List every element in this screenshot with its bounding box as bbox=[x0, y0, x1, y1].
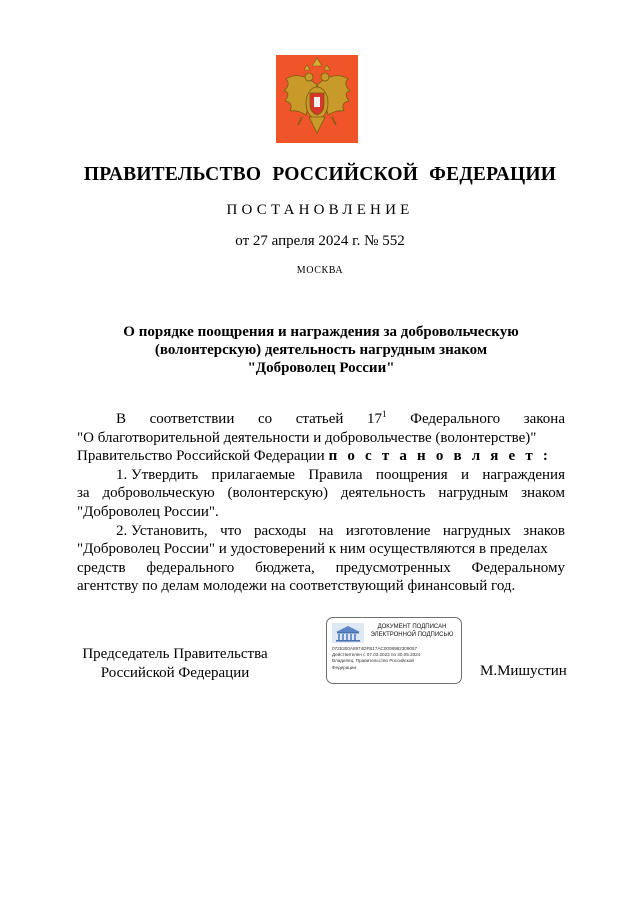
body-line: агентству по делам молодежи на соответствующий финансовый год. bbox=[77, 578, 516, 595]
body-line: средств федерального бюджета, предусмотренных Федеральному bbox=[77, 559, 565, 576]
body-line: Правительство Российской Федерации п о с т а н о в л я е т : bbox=[77, 448, 552, 465]
coat-of-arms-icon bbox=[276, 55, 358, 143]
signatory-name: М.Мишустин bbox=[480, 663, 567, 679]
stamp-title: ДОКУМЕНТ ПОДПИСАН ЭЛЕКТРОННОЙ ПОДПИСЬЮ bbox=[370, 624, 454, 638]
body-line: "Доброволец России" и удостоверений к ним осуществляются в пределах bbox=[77, 541, 548, 558]
subject-line: "Доброволец России" bbox=[247, 360, 395, 376]
certificate-serial: 0725300A8974DFB17AC0008982309057 bbox=[332, 646, 418, 651]
body-line: В соответствии со статьей $17^1$ Федерального закона bbox=[116, 409, 565, 427]
subject-line: О порядке поощрения и награждения за добровольческую bbox=[123, 324, 519, 340]
signatory-position: Председатель Правительства Российской Федерации bbox=[82, 646, 268, 681]
document-type: ПОСТАНОВЛЕНИЕ bbox=[226, 202, 414, 218]
certificate-validity: Действителен с 07.03.2023 по 30.05.2024 bbox=[332, 652, 421, 658]
body-line: 1. Утвердить прилагаемые Правила поощрения и награждения bbox=[116, 466, 565, 483]
body-line: 2. Установить, что расходы на изготовление нагрудных знаков bbox=[116, 522, 565, 539]
document-subject bbox=[78, 323, 564, 377]
footnote-marker: 1 bbox=[382, 409, 387, 419]
body-line: "О благотворительной деятельности и добровольчестве (волонтерстве)" bbox=[77, 429, 537, 446]
document-date-number: от 27 апреля 2024 г. № 552 bbox=[235, 233, 405, 249]
body-line: "Доброволец России". bbox=[77, 503, 219, 520]
document-body bbox=[77, 410, 565, 596]
certificate-owner: Владелец: Правительство Российской bbox=[332, 658, 414, 664]
government-building-icon bbox=[332, 623, 364, 643]
electronic-signature-stamp bbox=[326, 617, 462, 684]
stamp-details bbox=[332, 646, 460, 671]
certificate-owner: Федерации bbox=[332, 664, 357, 670]
city: МОСКВА bbox=[296, 265, 344, 276]
resolution-verb: п о с т а н о в л я е т : bbox=[328, 448, 552, 465]
subject-line: (волонтерскую) деятельность нагрудным знаком bbox=[154, 342, 488, 358]
government-title: ПРАВИТЕЛЬСТВО РОССИЙСКОЙ ФЕДЕРАЦИИ bbox=[83, 164, 557, 185]
body-line: за добровольческую (волонтерскую) деятельность нагрудным знаком bbox=[77, 485, 565, 502]
